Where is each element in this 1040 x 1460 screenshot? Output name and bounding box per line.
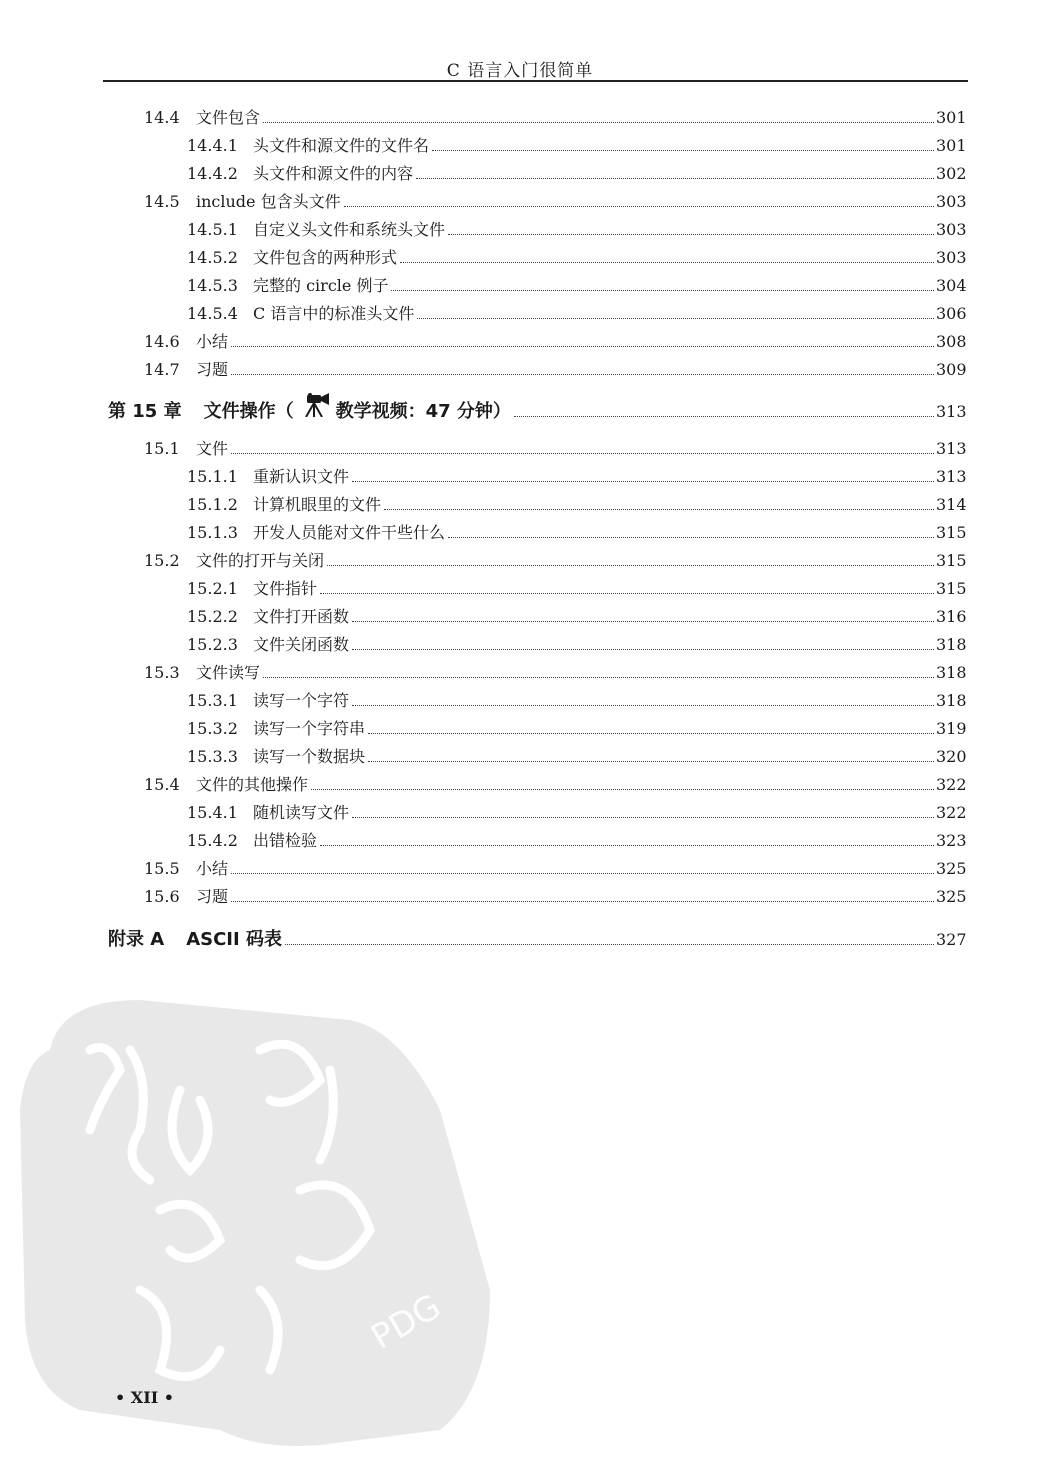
toc-page: 315 (936, 551, 967, 570)
chapter-title: 文件操作（ (203, 401, 294, 422)
video-duration: 教学视频：47 分钟） (335, 401, 511, 422)
toc-entry-15-2-1[interactable] (187, 571, 966, 599)
toc-number: 14.4.1 (187, 136, 238, 155)
dot-leader (352, 649, 934, 650)
toc-number: 15.1.1 (187, 467, 238, 486)
dot-leader (384, 509, 934, 510)
toc-number: 14.7 (144, 360, 180, 379)
dot-leader (320, 845, 934, 846)
toc-page: 320 (936, 747, 967, 766)
toc-title: 重新认识文件 (253, 467, 350, 486)
dot-leader (417, 318, 934, 319)
dot-leader (432, 150, 934, 151)
toc-entry-15-3-2[interactable] (187, 711, 966, 739)
dot-leader (391, 290, 934, 291)
toc-number: 14.5.4 (187, 304, 238, 323)
toc-title: 头文件和源文件的内容 (253, 164, 414, 183)
toc-page: 306 (936, 304, 967, 323)
toc-page: 301 (936, 108, 967, 127)
toc-entry-15-4[interactable] (144, 767, 966, 795)
toc-title: 小结 (196, 332, 229, 351)
toc-number: 15.2.2 (187, 607, 238, 626)
toc-entry-15-5[interactable] (144, 851, 966, 879)
toc-entry-14-6[interactable] (144, 324, 966, 352)
toc-number: 15.4 (144, 775, 180, 794)
toc-entry-15-1-1[interactable] (187, 459, 966, 487)
toc-entry-15-2[interactable] (144, 543, 966, 571)
toc-number: 14.5.2 (187, 248, 238, 267)
watermark-text: PDG (364, 1286, 448, 1358)
toc-title: 计算机眼里的文件 (253, 495, 382, 514)
toc-page: 314 (936, 495, 967, 514)
dot-leader (231, 374, 934, 375)
toc-entry-15-4-1[interactable] (187, 795, 966, 823)
toc-title: 习题 (196, 887, 229, 906)
toc-page: 318 (936, 635, 967, 654)
toc-entry-15-3-3[interactable] (187, 739, 966, 767)
toc-title: C 语言中的标准头文件 (253, 304, 415, 323)
toc-page: 308 (936, 332, 967, 351)
dot-leader (352, 481, 934, 482)
toc-page: 304 (936, 276, 967, 295)
toc-title: 文件读写 (196, 663, 261, 682)
dot-leader (352, 621, 934, 622)
toc-entry-15-1[interactable] (144, 431, 966, 459)
header-rule (103, 80, 968, 82)
toc-entry-14-5-3[interactable] (187, 268, 966, 296)
toc-appendix-a[interactable] (108, 922, 966, 950)
toc-entry-15-4-2[interactable] (187, 823, 966, 851)
toc-entry-15-6[interactable] (144, 879, 966, 907)
toc-title: 自定义头文件和系统头文件 (253, 220, 446, 239)
toc-page: 302 (936, 164, 967, 183)
dot-leader (448, 537, 934, 538)
toc-number: 14.6 (144, 332, 180, 351)
toc-page: 322 (936, 775, 967, 794)
dot-leader (320, 593, 934, 594)
toc-title: 文件打开函数 (253, 607, 350, 626)
toc-page: 322 (936, 803, 967, 822)
toc-number: 15.3.2 (187, 719, 238, 738)
toc-title: 头文件和源文件的文件名 (253, 136, 430, 155)
toc-entry-15-2-2[interactable] (187, 599, 966, 627)
toc-number: 14.4.2 (187, 164, 238, 183)
dot-leader (352, 705, 934, 706)
toc-page: 303 (936, 248, 967, 267)
running-header-title: C 语言入门很简单 (446, 61, 594, 81)
toc-title: 习题 (196, 360, 229, 379)
toc-number: 15.3.3 (187, 747, 238, 766)
pdg-watermark-seal (20, 990, 490, 1450)
toc-page: 313 (936, 439, 967, 458)
toc-entry-15-2-3[interactable] (187, 627, 966, 655)
toc-number: 15.2.1 (187, 579, 238, 598)
toc-title: 开发人员能对文件干些什么 (253, 523, 446, 542)
toc-number: 15.5 (144, 859, 180, 878)
toc-number: 14.5 (144, 192, 180, 211)
toc-page: 323 (936, 831, 967, 850)
dot-leader (327, 565, 934, 566)
toc-title: 文件指针 (253, 579, 318, 598)
dot-leader (285, 944, 934, 945)
toc-title: 文件包含 (196, 108, 261, 127)
toc-number: 15.4.2 (187, 831, 238, 850)
toc-title: include 包含头文件 (196, 192, 341, 211)
toc-title: 文件的打开与关闭 (196, 551, 325, 570)
toc-page: 316 (936, 607, 967, 626)
toc-title: 读写一个字符 (253, 691, 350, 710)
toc-page: 325 (936, 859, 967, 878)
toc-number: 15.2.3 (187, 635, 238, 654)
dot-leader (263, 677, 934, 678)
toc-number: 15.1.3 (187, 523, 238, 542)
toc-page: 313 (936, 467, 967, 486)
toc-page: 315 (936, 523, 967, 542)
toc-page: 301 (936, 136, 967, 155)
toc-entry-14-7[interactable] (144, 352, 966, 380)
page-number: • XII • (115, 1388, 174, 1407)
chapter-number: 第 15 章 (108, 401, 182, 422)
dot-leader (344, 206, 934, 207)
dot-leader (368, 761, 934, 762)
toc-entry-15-1-3[interactable] (187, 515, 966, 543)
dot-leader (368, 733, 934, 734)
toc-chapter-15[interactable] (108, 394, 966, 422)
toc-entry-14-5-1[interactable] (187, 212, 966, 240)
toc-entry-14-4-1[interactable] (187, 128, 966, 156)
toc-page: 318 (936, 691, 967, 710)
dot-leader (311, 789, 934, 790)
appendix-title: ASCII 码表 (186, 929, 282, 950)
toc-title: 小结 (196, 859, 229, 878)
toc-entry-14-4-2[interactable] (187, 156, 966, 184)
toc-number: 15.3 (144, 663, 180, 682)
toc-page: 303 (936, 220, 967, 239)
toc-page: 309 (936, 360, 967, 379)
toc-entry-14-4[interactable] (144, 100, 966, 128)
toc-page: 303 (936, 192, 967, 211)
toc-number: 14.5.3 (187, 276, 238, 295)
dot-leader (416, 178, 934, 179)
toc-page: 318 (936, 663, 967, 682)
toc-entry-15-3-1[interactable] (187, 683, 966, 711)
toc-title: 文件关闭函数 (253, 635, 350, 654)
dot-leader (514, 416, 934, 417)
toc-number: 14.4 (144, 108, 180, 127)
toc-entry-14-5-4[interactable] (187, 296, 966, 324)
toc-entry-15-1-2[interactable] (187, 487, 966, 515)
dot-leader (263, 122, 934, 123)
toc-page: 315 (936, 579, 967, 598)
toc-number: 15.3.1 (187, 691, 238, 710)
dot-leader (400, 262, 934, 263)
toc-title: 读写一个数据块 (253, 747, 366, 766)
toc-number: 15.6 (144, 887, 180, 906)
video-camera-icon (298, 393, 332, 422)
toc-title: 出错检验 (253, 831, 318, 850)
toc-title: 随机读写文件 (253, 803, 350, 822)
toc-title: 文件的其他操作 (196, 775, 309, 794)
dot-leader (231, 453, 934, 454)
toc-page: 319 (936, 719, 967, 738)
appendix-number: 附录 A (108, 929, 165, 950)
dot-leader (352, 817, 934, 818)
toc-number: 15.4.1 (187, 803, 238, 822)
toc-title: 读写一个字符串 (253, 719, 366, 738)
toc-entry-14-5-2[interactable] (187, 240, 966, 268)
toc-title: 文件包含的两种形式 (253, 248, 398, 267)
toc-title: 文件 (196, 439, 229, 458)
toc-title: 完整的 circle 例子 (253, 276, 389, 295)
toc-number: 14.5.1 (187, 220, 238, 239)
toc-page: 327 (936, 930, 967, 949)
dot-leader (231, 346, 934, 347)
dot-leader (448, 234, 934, 235)
dot-leader (231, 873, 934, 874)
toc-page: 313 (936, 402, 967, 421)
toc-entry-15-3[interactable] (144, 655, 966, 683)
toc-entry-14-5[interactable] (144, 184, 966, 212)
dot-leader (231, 901, 934, 902)
toc-number: 15.1 (144, 439, 180, 458)
toc-page: 325 (936, 887, 967, 906)
toc-number: 15.2 (144, 551, 180, 570)
toc-number: 15.1.2 (187, 495, 238, 514)
